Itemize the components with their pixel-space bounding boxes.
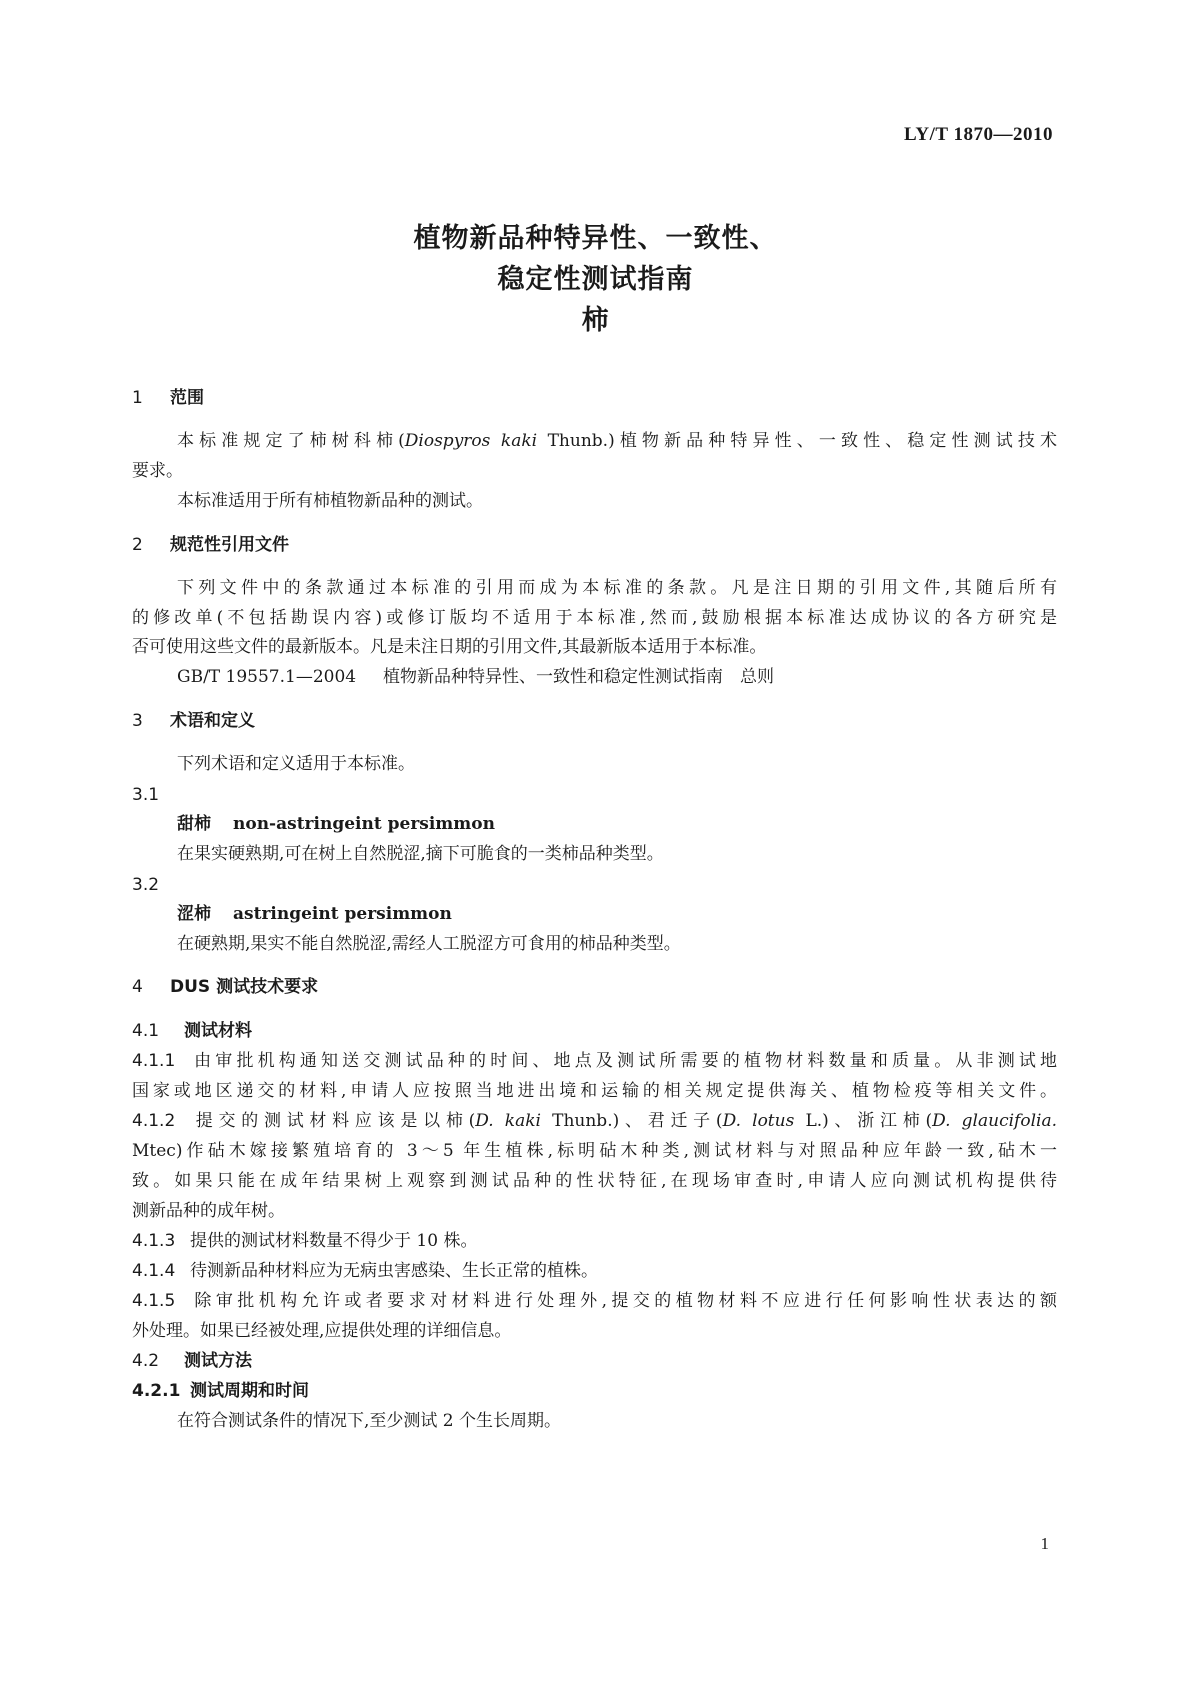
scientific-name: Diospyros kaki xyxy=(404,431,538,451)
subsection-title: 测试材料 xyxy=(184,1021,252,1041)
section-1-heading xyxy=(132,386,1057,410)
clause-line xyxy=(132,1049,1057,1073)
scientific-name: D. glaucifolia. xyxy=(932,1111,1057,1131)
title-line-2: 稳定性测试指南 xyxy=(497,264,694,295)
page-number: 1 xyxy=(1040,1534,1049,1553)
reference-code: GB/T 19557.1—2004 xyxy=(177,667,357,687)
standard-number: LY/T 1870—2010 xyxy=(903,124,1053,145)
clause-text: 由审批机构通知送交测试品种的时间、地点及测试所需要的植物材料数量和质量。从非测试地 xyxy=(190,1051,1057,1071)
paragraph-line: 否可使用这些文件的最新版本。凡是未注日期的引用文件,其最新版本适用于本标准。 xyxy=(132,637,767,657)
text-span: Thunb.)植物新品种特异性、一致性、稳定性测试技术 xyxy=(537,431,1057,451)
title-line-3: 柿 xyxy=(581,305,610,336)
term-number: 3.1 xyxy=(132,785,160,805)
paragraph-line xyxy=(177,429,1057,453)
term-number: 3.2 xyxy=(132,875,160,895)
clause-number: 4.1.1 xyxy=(132,1051,176,1071)
clause-line: 外处理。如果已经被处理,应提供处理的详细信息。 xyxy=(132,1321,512,1341)
clause-text: 待测新品种材料应为无病虫害感染、生长正常的植株。 xyxy=(190,1261,598,1281)
clause-text: 除审批机构允许或者要求对材料进行处理外,提交的植物材料不应进行任何影响性状表达的额 xyxy=(190,1291,1057,1311)
clause-number: 4.1.5 xyxy=(132,1291,176,1311)
paragraph-line: 在符合测试条件的情况下,至少测试 2 个生长周期。 xyxy=(177,1411,562,1431)
term-chinese: 甜柿 xyxy=(177,814,211,834)
subsection-heading xyxy=(132,1349,1057,1373)
clause-text: 提供的测试材料数量不得少于 10 株。 xyxy=(190,1231,478,1251)
paragraph-line: 要求。 xyxy=(132,461,183,481)
subsection-number: 4.1 xyxy=(132,1021,160,1041)
clause-line xyxy=(132,1289,1057,1313)
term-english: non-astringeint persimmon xyxy=(233,814,495,834)
scientific-name: D. lotus xyxy=(722,1111,795,1131)
text-span: Thunb.)、君迁子( xyxy=(540,1111,723,1131)
clause-number: 4.1.2 xyxy=(132,1111,176,1131)
section-number: 1 xyxy=(132,388,143,408)
paragraph-line: 的修改单(不包括勘误内容)或修订版均不适用于本标准,然而,鼓励根据本标准达成协议的各方研究是 xyxy=(132,608,1057,628)
section-title: 规范性引用文件 xyxy=(170,535,289,555)
term-english: astringeint persimmon xyxy=(233,904,452,924)
section-title: DUS 测试技术要求 xyxy=(170,977,319,997)
reference-title: 植物新品种特异性、一致性和稳定性测试指南 总则 xyxy=(383,667,774,687)
paragraph-line: 本标准适用于所有柿植物新品种的测试。 xyxy=(177,491,483,511)
text-span: 本标准规定了柿树科柿( xyxy=(177,431,405,451)
subsection-heading xyxy=(132,1019,1057,1043)
subsection-title: 测试方法 xyxy=(184,1351,252,1371)
paragraph-line: 下列术语和定义适用于本标准。 xyxy=(177,754,415,774)
section-2-heading xyxy=(132,533,1057,557)
term-definition: 在果实硬熟期,可在树上自然脱涩,摘下可脆食的一类柿品种类型。 xyxy=(177,844,664,864)
clause-line xyxy=(132,1259,1057,1283)
term-entry xyxy=(177,902,1057,926)
term-chinese: 涩柿 xyxy=(177,904,211,924)
clause-line xyxy=(132,1229,1057,1253)
title-line-1: 植物新品种特异性、一致性、 xyxy=(413,223,778,254)
paragraph-line: 下列文件中的条款通过本标准的引用而成为本标准的条款。凡是注日期的引用文件,其随后所有 xyxy=(177,578,1057,598)
section-title: 术语和定义 xyxy=(170,711,255,731)
section-3-heading xyxy=(132,709,1057,733)
clause-line: 国家或地区递交的材料,申请人应按照当地进出境和运输的相关规定提供海关、植物检疫等相关文件。 xyxy=(132,1081,1057,1101)
section-number: 4 xyxy=(132,977,143,997)
section-title: 范围 xyxy=(170,388,204,408)
term-entry xyxy=(177,812,1057,836)
subsection-number: 4.2 xyxy=(132,1351,160,1371)
clause-line: 致。如果只能在成年结果树上观察到测试品种的性状特征,在现场审查时,申请人应向测试机构提供待 xyxy=(132,1171,1057,1191)
clause-number: 4.1.4 xyxy=(132,1261,176,1281)
section-number: 3 xyxy=(132,711,143,731)
scientific-name: D. kaki xyxy=(475,1111,541,1131)
term-definition: 在硬熟期,果实不能自然脱涩,需经人工脱涩方可食用的柿品种类型。 xyxy=(177,934,681,954)
text-span: L.)、浙江柿( xyxy=(794,1111,933,1131)
subsection-title: 测试周期和时间 xyxy=(190,1381,309,1401)
clause-line: 测新品种的成年树。 xyxy=(132,1201,285,1221)
section-4-heading xyxy=(132,975,1057,999)
section-number: 2 xyxy=(132,535,143,555)
subsection-heading xyxy=(132,1379,1057,1403)
text-span: 提交的测试材料应该是以柿( xyxy=(190,1111,476,1131)
clause-line xyxy=(132,1109,1057,1133)
subsection-number: 4.2.1 xyxy=(132,1381,181,1401)
reference-entry xyxy=(177,665,1057,689)
clause-line: Mtec)作砧木嫁接繁殖培育的 3～5 年生植株,标明砧木种类,测试材料与对照品种应年龄一致,砧木一 xyxy=(132,1141,1057,1161)
clause-number: 4.1.3 xyxy=(132,1231,176,1251)
